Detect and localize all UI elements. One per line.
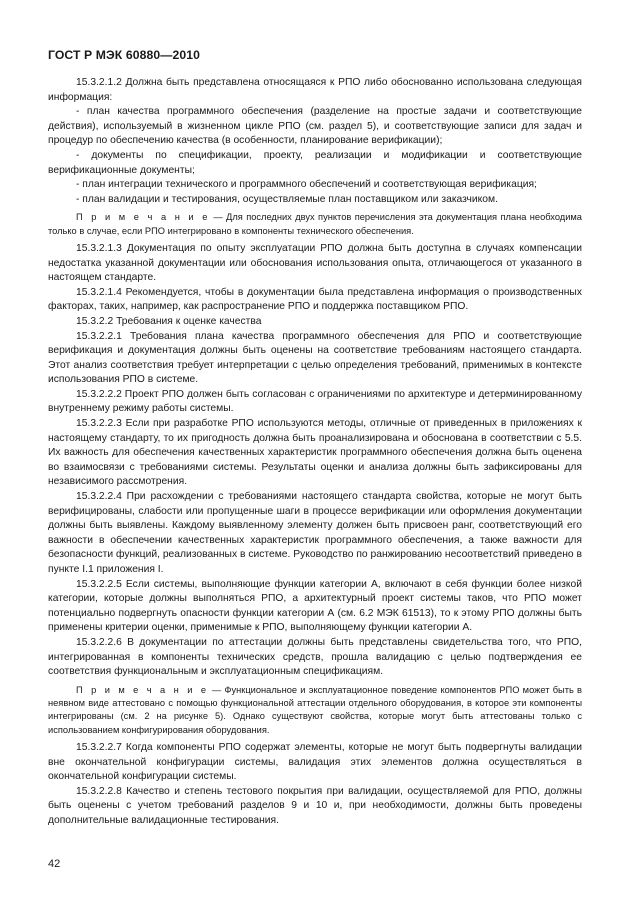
- paragraph: 15.3.2.2.4 При расхождении с требованиями настоящего стандарта свойства, которые не могут быть верифицированы, слабости или пропущенные шаги в процессе верификации или оформления документации должны быть выявлены. Каждому выявленному элементу должен быть присвоен ранг, соответствующий его важности в обеспечении качественных характеристик программного обеспечения, а также важности для безопасности функций, реализованных в системе. Руководство по ранжированию несоответствий приведено в пункте I.1 приложения I.: [48, 491, 582, 575]
- note-text: — Функциональное и эксплуатационное поведение компонентов РПО может быть в неявном виде аттестовано с помощью функциональной аттестации отдельного оборудования, в которое эти компоненты интегрированы (см. 2 на рисунке 5). Однако существуют свойства, которые могут быть аттестованы только с использованием конфигурирования оборудования.: [48, 684, 582, 735]
- list-item: - план интеграции технического и программного обеспечений и соответствующая верификация;: [76, 179, 537, 191]
- note-label: П р и м е ч а н и е: [76, 684, 209, 695]
- document-header: ГОСТ Р МЭК 60880—2010: [48, 48, 201, 62]
- paragraph: 15.3.2.2.3 Если при разработке РПО используются методы, отличные от приведенных в приложениях к настоящему стандарту, то их пригодность должна быть проанализирована и обоснована в соответствии с 5.5. Их важность для обеспечения качественных характеристик программного обеспечения должна быть оценена во взаимосвязи с требованиями системы. Результаты оценки и анализа должны быть зафиксированы для независимого рассмотрения.: [48, 418, 582, 488]
- list-item: - план валидации и тестирования, осуществляемые план поставщиком или заказчиком.: [76, 193, 498, 205]
- paragraph: 15.3.2.2.7 Когда компоненты РПО содержат элементы, которые не могут быть подвергнуты валидации вне окончательной конфигурации системы, валидация этих элементов должна осуществляться в окончательной конфигурации системы.: [48, 741, 582, 783]
- list-item: - план качества программного обеспечения (разделение на простые задачи и соответствующие действия), используемый в жизненном цикле РПО (см. раздел 5), и соответствующие записи для задач и процедур по обеспечению качества (в особенности, планирование верификации);: [48, 106, 582, 147]
- list-item: - документы по спецификации, проекту, реализации и модификации и соответствующие верификационные документы;: [48, 149, 582, 176]
- paragraph: 15.3.2.1.3 Документация по опыту эксплуатации РПО должна быть доступна в случаях компенсации недостатка указанной документации или обоснования использования опыта, отличающегося от указанного в настоящем стандарте.: [48, 242, 582, 284]
- paragraph: 15.3.2.2.6 В документации по аттестации должны быть представлены свидетельства того, что РПО, интегрированная в компоненты технических средств, прошла валидацию с целью подтверждения ее соответствия функциональным и эксплуатационным спецификациям.: [48, 636, 582, 678]
- note-label: П р и м е ч а н и е: [76, 212, 210, 223]
- paragraph: 15.3.2.2.1 Требования плана качества программного обеспечения для РПО и соответствующие верификация и документация должны быть оценены на соответствие требованиям настоящего стандарта. Этот анализ соответствия требует интерпретации с целью определения требований, применимых в контексте использования РПО в системе.: [48, 330, 582, 386]
- paragraph: 15.3.2.2.8 Качество и степень тестового покрытия при валидации, осуществляемой для РПО, должны быть оценены с учетом требований разделов 9 и 10 и, при необходимости, должны быть проведены дополнительные валидационные тестирования.: [48, 785, 582, 826]
- paragraph: 15.3.2.1.4 Рекомендуется, чтобы в документации была представлена информация о производственных факторах, таких, например, как распространение РПО и поддержка поставщиком РПО.: [48, 286, 582, 313]
- paragraph: 15.3.2.1.2 Должна быть представлена относящаяся к РПО либо обоснованно использована следующая информация:: [48, 77, 582, 103]
- note: [48, 211, 582, 238]
- paragraph: 15.3.2.2.2 Проект РПО должен быть согласован с ограничениями по архитектуре и детерминированному внутреннему режиму работы системы.: [48, 388, 582, 415]
- document-body: [48, 76, 582, 829]
- paragraph: 15.3.2.2.5 Если системы, выполняющие функции категории А, включают в себя функции более низкой категории, которые должны выполняться РПО, а архитектурный проект системы таков, что РПО может потенциально подвергнуть опасности функции категории А (см. 6.2 МЭК 61513), то к этому РПО должны быть применены критерии оценки, применимые к РПО, выполняющему функции категории А.: [48, 578, 582, 634]
- section-heading: 15.3.2.2 Требования к оценке качества: [76, 315, 262, 327]
- page-number: 42: [48, 858, 61, 870]
- note: [48, 684, 582, 737]
- note-text: — Для последних двух пунктов перечисления эта документация плана необходима только в случае, если РПО интегрировано в компоненты технического обеспечения.: [48, 212, 582, 236]
